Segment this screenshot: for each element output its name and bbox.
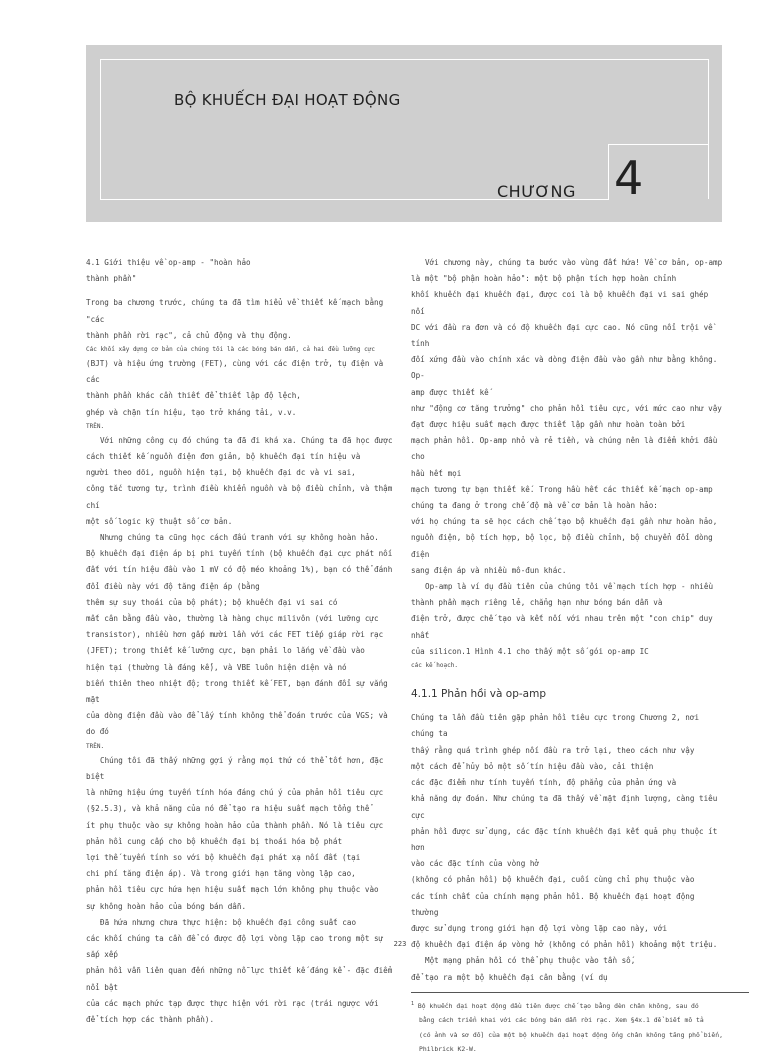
text-line: đối xứng đầu vào chính xác và dòng điện đầu vào gần như bằng không. Op-: [411, 355, 718, 381]
text-line: hầu hết mọi: [411, 468, 462, 478]
text-line: của silicon.1 Hình 4.1 cho thấy một số gói op-amp IC: [411, 646, 649, 656]
text-line: (JFET); trong thiết kế lưỡng cực, bạn phải lo lắng về đầu vào: [86, 646, 365, 656]
text-line: mất cân bằng đầu vào, thường là hàng chục milivôn (với lưỡng cực: [86, 614, 379, 624]
text-line: thành phần rời rạc", cả chủ động và thụ động.: [86, 330, 292, 340]
text-line: (BJT) và hiệu ứng trường (FET), cùng với các điện trở, tụ điện và các: [86, 359, 384, 385]
text-line: một cách để hủy bỏ một số tín hiệu đầu vào, cải thiện: [411, 761, 654, 771]
footnote: [411, 997, 726, 1057]
text-line: là một "bộ phận hoàn hảo": một bộ phận tích hợp hoàn chỉnh: [411, 274, 677, 284]
chapter-label: CHƯƠNG: [497, 182, 576, 201]
footnote-line: bằng cách triển khai với các bóng bán dẫn rời rạc. Xem §4x.1 để biết mô tả: [419, 1016, 704, 1025]
text-line: độ khuếch đại điện áp vòng hở (không có phản hồi) khoảng một triệu.: [411, 940, 718, 950]
text-line: (§2.5.3), và khả năng của nó để tạo ra hiệu suất mạch tổng thể: [86, 804, 370, 814]
text-line: Đã hứa nhưng chưa thực hiện: bộ khuếch đại công suất cao: [100, 917, 357, 927]
text-line: nguồn điện, bộ tích hợp, bộ lọc, bộ điều chỉnh, bộ chuyển đổi dòng điện: [411, 533, 713, 559]
section-heading: 4.1.1 Phản hồi và op-amp: [411, 688, 546, 701]
text-line: thấy rằng quá trình ghép nối đầu ra trở lại, theo cách như vậy: [411, 745, 695, 755]
text-line: được sử dụng trong giới hạn độ lợi vòng lặp cao này, với: [411, 923, 668, 933]
text-line: ít phụ thuộc vào sự không hoàn hảo của thành phần. Nó là tiêu cực: [86, 820, 384, 830]
text-line: Chúng tôi đã thấy những gợi ý rằng mọi thứ có thể tốt hơn, đặc biệt: [86, 755, 384, 781]
text-line: thành phần mạch riêng lẻ, chẳng hạn như bóng bán dẫn và: [411, 598, 663, 608]
chapter-banner: [86, 45, 722, 222]
text-line: thành phần khác cần thiết để thiết lập độ lệch,: [86, 391, 301, 401]
text-line: mạch tương tự bạn thiết kế. Trong hầu hết các thiết kế mạch op-amp: [411, 484, 713, 494]
chapter-number: 4: [614, 151, 644, 205]
text-line: sang điện áp và nhiều mô-đun khác.: [411, 565, 567, 575]
text-line: với họ chúng ta sẽ học cách chế tạo bộ khuếch đại gần như hoàn hảo,: [411, 517, 718, 527]
text-line: TRÊN.: [86, 422, 105, 430]
text-line: [86, 287, 401, 295]
text-line: phản hồi cung cấp cho bộ khuếch đại bị thoái hóa bộ phát: [86, 836, 343, 846]
text-line: một số logic kỹ thuật số cơ bản.: [86, 516, 233, 526]
text-line: các đặc điểm như tính tuyến tính, độ phẳng của phản ứng và: [411, 778, 677, 788]
banner-frame-top: [100, 59, 708, 60]
footnote-line: (có ảnh và sơ đồ) của một bộ khuếch đại hoạt động ống chân không tăng phổ biến,: [419, 1030, 723, 1039]
text-line: khối khuếch đại khuếch đại, được coi là bộ khuếch đại vi sai ghép nối: [411, 290, 709, 316]
footnote-line: Philbrick K2-W.: [419, 1045, 477, 1054]
text-line: 4.1 Giới thiệu về op-amp - "hoàn hảo: [86, 258, 251, 267]
text-line: (không có phản hồi) bộ khuếch đại, cuối cùng chỉ phụ thuộc vào: [411, 875, 695, 885]
text-line: vào các đặc tính của vòng hở: [411, 859, 540, 869]
text-line: các kế hoạch.: [411, 662, 458, 670]
text-line: đổi điều này với độ tăng điện áp (bằng: [86, 581, 260, 591]
text-line: DC với đầu ra đơn và có độ khuếch đại cực cao. Nó cũng nổi trội về tính: [411, 322, 713, 349]
text-line: để tích hợp các thành phần).: [86, 1014, 215, 1024]
text-line: phản hồi tiêu cực hứa hẹn hiệu suất mạch lớn không phụ thuộc vào: [86, 885, 379, 895]
text-line: transistor), nhiều hơn gấp mười lần với các FET tiếp giáp rời rạc: [86, 630, 384, 640]
text-line: phản hồi được sử dụng, các đặc tính khuếch đại kết quả phụ thuộc ít hơn: [411, 826, 718, 852]
text-line: Một mạng phản hồi có thể phụ thuộc vào tần số,: [425, 956, 636, 966]
text-line: cách thiết kế nguồn điện đơn giản, bộ khuếch đại tín hiệu và: [86, 452, 361, 462]
text-line: chúng ta đang ở trong chế độ mà về cơ bản là hoàn hảo:: [411, 501, 658, 511]
text-line: điện trở, được chế tạo và kết nối với nhau trên một "con chip" duy nhất: [411, 614, 713, 640]
text-line: đạt được hiệu suất mạch được thiết lập gần như hoàn toàn bởi: [411, 420, 686, 430]
left-column: [86, 255, 401, 1028]
text-line: Bộ khuếch đại điện áp bị phi tuyến tính (bộ khuếch đại cực phát nối: [86, 549, 393, 559]
text-line: Op-amp là ví dụ đầu tiên của chúng tôi về mạch tích hợp - nhiều: [425, 582, 714, 592]
banner-frame-left: [100, 59, 101, 199]
text-line: hiện tại (thường là đáng kể), và VBE luôn hiện diện và nó: [86, 662, 347, 672]
text-line: các tính chất của chính mạng phản hồi. Bộ khuếch đại hoạt động thường: [411, 891, 695, 917]
text-line: lợi thế tuyến tính so với bộ khuếch đại phát xạ nối đất (tại: [86, 852, 361, 862]
text-line: người theo dõi, nguồn hiện tại, bộ khuếch đại dc và vi sai,: [86, 468, 356, 478]
text-line: Chúng ta lần đầu tiên gặp phản hồi tiêu cực trong Chương 2, nơi chúng ta: [411, 713, 700, 739]
text-line: sự không hoàn hảo của bóng bán dẫn.: [86, 901, 247, 911]
text-line: các khối chúng ta cần để có được độ lợi vòng lặp cao trong một sự sắp xếp: [86, 933, 384, 960]
text-line: thành phần": [86, 274, 137, 284]
text-line: amp được thiết kế: [411, 387, 489, 397]
text-line: chi phí tăng điện áp). Và trong giới hạn tăng vòng lặp cao,: [86, 869, 356, 879]
right-column-intro: [411, 255, 726, 672]
text-line: Với chương này, chúng ta bước vào vùng đất hứa! Về cơ bản, op-amp: [425, 258, 723, 267]
text-line: thêm sự suy thoái của bộ phát); bộ khuếch đại vi sai có: [86, 597, 338, 607]
text-line: mạch phản hồi. Op-amp nhỏ và rẻ tiền, và chúng nên là điểm khởi đầu cho: [411, 436, 718, 462]
text-line: khả năng dự đoán. Như chúng ta đã thấy về mặt định lượng, càng tiêu cực: [411, 794, 718, 820]
text-line: để tạo ra một bộ khuếch đại cân bằng (ví dụ: [411, 972, 608, 982]
text-line: ghép và chặn tín hiệu, tạo trở kháng tải, v.v.: [86, 407, 297, 417]
text-line: biến thiên theo nhiệt độ; trong thiết kế FET, bạn đánh đổi sự vắng mặt: [86, 678, 388, 705]
footnote-mark: 1: [411, 1000, 415, 1007]
text-line: là những hiệu ứng tuyến tính hóa đáng chú ý của phản hồi tiêu cực: [86, 788, 384, 798]
text-line: Trong ba chương trước, chúng ta đã tìm hiểu về thiết kế mạch bằng "các: [86, 298, 384, 324]
footnote-divider: [411, 992, 749, 993]
text-line: Các khối xây dựng cơ bản của chúng tôi là các bóng bán dẫn, cả hai đều lưỡng cực: [86, 346, 375, 354]
text-line: đất với tín hiệu đầu vào 1 mV có độ méo khoảng 1%), bạn có thể đánh: [86, 565, 393, 575]
text-line: Nhưng chúng ta cũng học cách đấu tranh với sự không hoàn hảo.: [100, 533, 379, 543]
text-line: như "động cơ tăng trưởng" cho phản hồi tiêu cực, với mức cao như vậy: [411, 403, 722, 413]
page-number: 223: [393, 940, 407, 948]
right-column: [411, 255, 726, 1057]
text-line: công tắc tương tự, trình điều khiển nguồn và bộ điều chỉnh, và thậm chí: [86, 484, 393, 510]
text-line: của dòng điện đầu vào để lấy tính không thể đoán trước của VGS; và do đó: [86, 711, 388, 737]
text-line: phản hồi vẫn liên quan đến những nỗ lực thiết kế đáng kể - đặc điểm nổi bật: [86, 966, 393, 992]
footnote-line: $^1$ Bộ khuếch đại hoạt động đầu tiên được chế tạo bằng đèn chân không, sau đó: [411, 1000, 699, 1010]
chapter-title: BỘ KHUẾCH ĐẠI HOẠT ĐỘNG: [174, 91, 401, 109]
text-line: Với những công cụ đó chúng ta đã đi khá xa. Chúng ta đã học được: [100, 435, 393, 445]
text-line: của các mạch phức tạp được thực hiện với rời rạc (trái ngược với: [86, 998, 379, 1008]
text-line: TRÊN.: [86, 742, 105, 750]
